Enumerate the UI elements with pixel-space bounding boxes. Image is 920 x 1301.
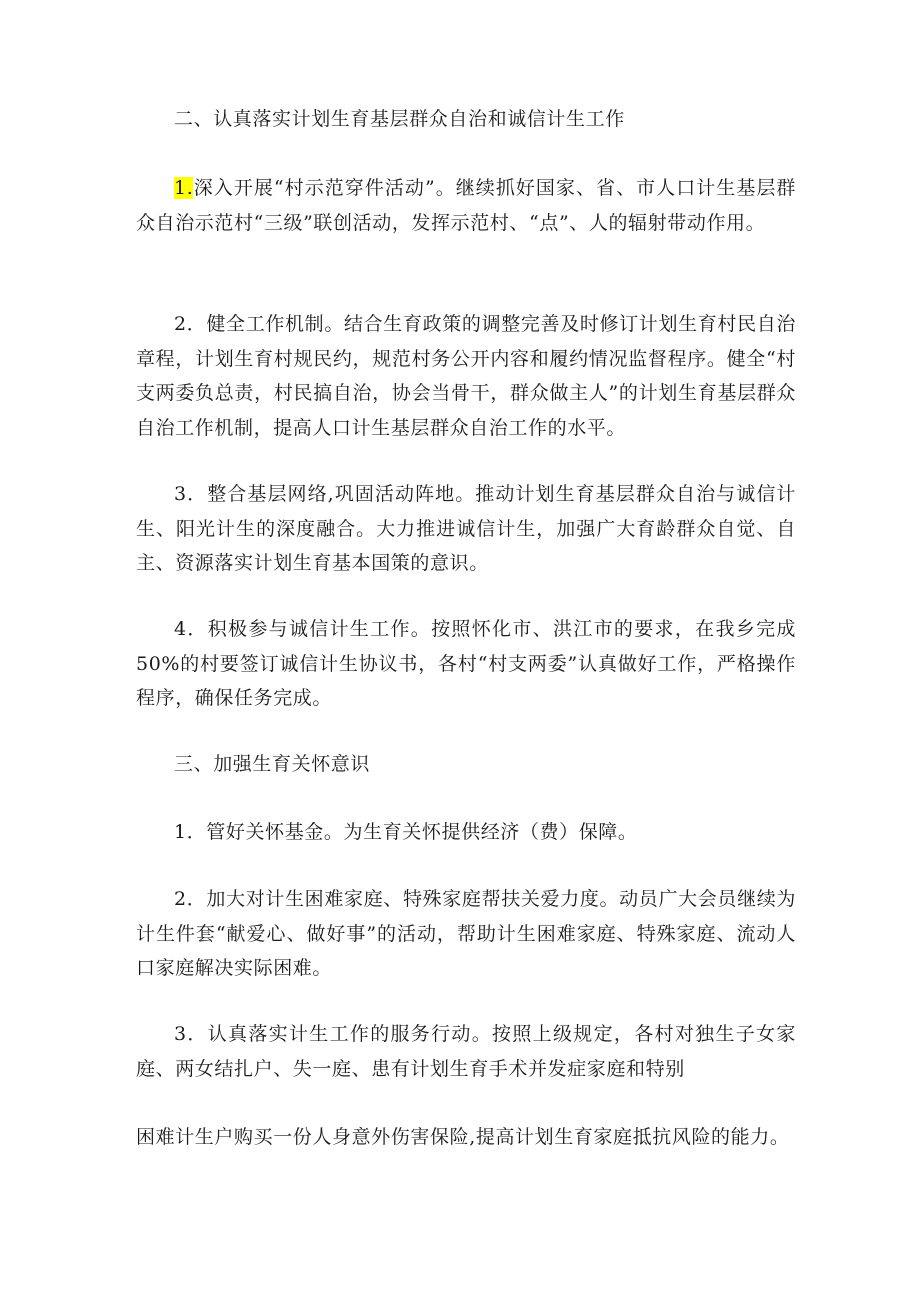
section-2-heading: 二、认真落实计划生育基层群众自治和诚信计生工作 — [174, 108, 625, 130]
section-3-item-3: 3．认真落实计生工作的服务行动。按照上级规定，各村对独生子女家庭、两女结扎户、失一庭、患有计划生育手术并发症家庭和特别 — [136, 1023, 796, 1080]
section-3-item-2: 2．加大对计生困难家庭、特殊家庭帮扶关爱力度。动员广大会员继续为计生件套“献爱心、做好事”的活动，帮助计生困难家庭、特殊家庭、流动人口家庭解决实际困难。 — [136, 888, 796, 979]
section-2-item-1-text: 深入开展“村示范穿件活动”。继续抓好国家、省、市人口计生基层群众自治示范村“三级”联创活动，发挥示范村、“点”、人的辐射带动作用。 — [136, 177, 796, 234]
section-3-item-1: 1．管好关怀基金。为生育关怀提供经济（费）保障。 — [174, 821, 638, 843]
section-2-item-4: 4．积极参与诚信计生工作。按照怀化市、洪江市的要求，在我乡完成50%的村要签订诚信计生协议书，各村“村支两委”认真做好工作，严格操作程序，确保任务完成。 — [136, 618, 796, 709]
section-3-heading: 三、加强生育关怀意识 — [174, 753, 371, 775]
section-2-item-2: 2．健全工作机制。结合生育政策的调整完善及时修订计划生育村民自治章程，计划生育村规民约，规范村务公开内容和履约情况监督程序。健全“村支两委负总责，村民搞自治，协会当骨干，群众做主人”的计划生育基层群众自治工作机制，提高人口计生基层群众自治工作的水平。 — [136, 313, 796, 439]
section-2-item-1 — [136, 171, 796, 240]
section-2-item-3: 3．整合基层网络,巩固活动阵地。推动计划生育基层群众自治与诚信计生、阳光计生的深度融合。大力推进诚信计生，加强广大育龄群众自觉、自主、资源落实计划生育基本国策的意识。 — [136, 483, 796, 574]
section-3-item-3-continuation: 困难计生户购买一份人身意外伤害保险,提高计划生育家庭抵抗风险的能力。 — [136, 1126, 790, 1148]
highlighted-item-number: 1. — [174, 177, 194, 199]
